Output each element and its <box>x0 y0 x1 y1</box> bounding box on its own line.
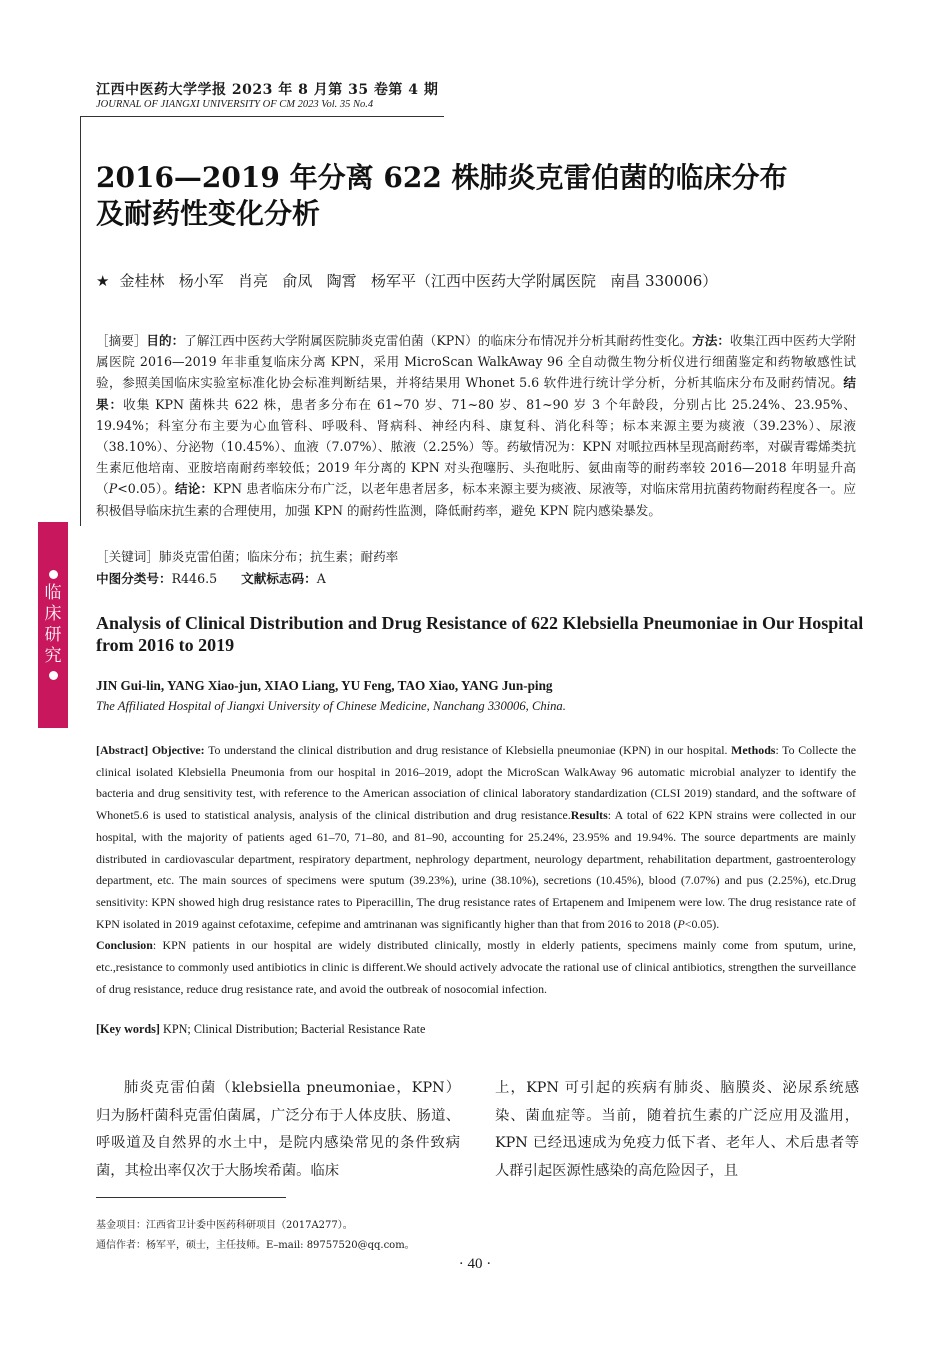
header-vertical-rule <box>80 116 81 526</box>
conclusion-heading: 结论： <box>175 481 214 497</box>
doc-code-value: A <box>316 571 326 586</box>
sidebar-char: 究 <box>44 646 62 666</box>
keywords-cn <box>96 546 398 565</box>
abstract-cn <box>96 330 856 521</box>
abstract-en-results-end: <0.05). <box>684 916 720 931</box>
sidebar-dot-bottom <box>49 671 58 680</box>
objective-text: 了解江西中医药大学附属医院肺炎克雷伯菌（KPN）的临床分布情况并分析其耐药性变化。 <box>184 333 693 348</box>
page-number: · 40 · <box>458 1256 492 1272</box>
results-heading: 结果： <box>96 375 856 412</box>
star-icon: ★ <box>96 272 110 290</box>
body-column-left: 肺炎克雷伯菌（klebsiella pneumoniae，KPN）归为肠杆菌科克雷伯菌属，广泛分布于人体皮肤、肠道、呼吸道及自然界的水土中，是院内感染常见的条件致病菌，其检出率仅次于大肠埃希菌。临床 <box>96 1080 460 1179</box>
clc-value: R446.5 <box>171 571 218 586</box>
keywords-cn-label: ［关键词］ <box>96 549 159 564</box>
sidebar-dot-top <box>49 570 58 579</box>
doc-code-label: 文献标志码： <box>241 571 317 586</box>
footnote-rule <box>96 1197 286 1198</box>
abstract-en-conclusion-text: : KPN patients in our hospital are widely distributed clinically, mostly in elderly patients, specimens mainly come from sputum, urine, etc.,resistance to commonly used antibiotics in clinic is different.We should actively advocate the rational use of clinical antibiotics, strengthen the surveillance of drug resistance, reduce drug resistance rate, and avoid the outbreak of nosocomial infection. <box>96 938 856 996</box>
footnote-corresponding: 通信作者：杨军平，硕士，主任技师。E–mail: 89757520@qq.com。 <box>96 1240 415 1251</box>
methods-text: 收集江西中医药大学附属医院 2016—2019 年非重复临床分离 KPN，采用 MicroScan WalkAway 96 全自动微生物分析仪进行细菌鉴定和药物敏感性试验，参照美国临床实验室标准化协会标准判断结果，并将结果用 Whonet 5.6 软件进行统计学分析，分析其临床分布及耐药情况。 <box>96 333 857 391</box>
keywords-en <box>96 1022 425 1037</box>
abstract-en <box>96 740 856 1000</box>
journal-header-cn: 江西中医药大学学报 2023 年 8 月第 35 卷第 4 期 <box>96 82 439 98</box>
methods-heading: 方法： <box>692 333 730 348</box>
english-affiliation: The Affiliated Hospital of Jiangxi University of Chinese Medicine, Nanchang 330006, China. <box>96 699 566 713</box>
objective-heading: 目的： <box>146 333 185 348</box>
results-text-end: <0.05）。 <box>117 481 176 497</box>
sidebar-char: 床 <box>44 604 62 624</box>
keywords-en-text: KPN; Clinical Distribution; Bacterial Resistance Rate <box>159 1022 426 1036</box>
title-line-1: 2016—2019 年分离 622 株肺炎克雷伯菌的临床分布 <box>96 161 788 194</box>
abstract-cn-label: ［摘要］ <box>96 333 147 348</box>
clc-label: 中图分类号： <box>96 571 172 586</box>
keywords-en-label: [Key words] <box>96 1022 160 1036</box>
abstract-en-results-heading: Results <box>570 808 608 823</box>
conclusion-text: KPN 患者临床分布广泛，以老年患者居多，标本来源主要为痰液、尿液等，对临床常用抗菌药物耐药程度各一。应积极倡导临床抗生素的合理使用，加强 KPN 的耐药性监测，降低耐药率，避免 KPN 院内感染暴发。 <box>96 481 857 518</box>
results-text: 收集 KPN 菌株共 622 株，患者多分布在 61~70 岁、71~80 岁、81~90 岁 3 个年龄段，分别占比 25.24%、23.95%、19.94%；科室分布主要为心血管科、呼吸科、肾病科、神经内科、康复科、消化科等；标本来源主要为痰液（39.23%）、尿液（38.10%）、分泌物（10.45%）、血液（7.07%）、脓液（2.25%）等。药敏情况为：KPN 对哌拉西林呈现高耐药率，对碳青霉烯类抗生素厄他培南、亚胺培南耐药率较低；2019 年分离的 KPN 对头孢噻肟、头孢吡肟、氨曲南等的耐药率较 2016—2018 年明显升高（ <box>96 396 857 497</box>
sidebar-char: 研 <box>44 625 62 645</box>
english-title: Analysis of Clinical Distribution and Drug Resistance of 622 Klebsiella Pneumoniae in Our Hospital from 2016 to 2019 <box>96 613 864 655</box>
english-authors: JIN Gui-lin, YANG Xiao-jun, XIAO Liang, YU Feng, TAO Xiao, YANG Jun-ping <box>96 678 553 693</box>
abstract-en-conclusion-heading: Conclusion <box>96 938 153 953</box>
authors-text: 金桂林 杨小军 肖亮 俞凤 陶霄 杨军平（江西中医药大学附属医院 南昌 330006） <box>119 272 718 290</box>
journal-header-en: JOURNAL OF JIANGXI UNIVERSITY OF CM 2023 Vol. 35 No.4 <box>96 99 374 110</box>
author-line <box>96 270 717 291</box>
abstract-en-results-text: : A total of 622 KPN strains were collected in our hospital, with the majority of patients aged 61–70, 71–80, and 81–90, accounting for 25.24%, 23.95% and 19.94%. The source departments are mainly distributed in cardiovascular department, respiratory department, nephrology department, neurology department, rehabilitation department, gastroenterology department, etc. The main sources of specimens were sputum (39.23%), urine (38.10%), secretions (10.45%), blood (7.07%) and pus (2.25%), etc.Drug sensitivity: KPN showed high drug resistance rates to Piperacillin, The drug resistance rates of Ertapenem and Imipenem were low. The drug resistance rate of KPN isolated in 2019 against cefotaxime, cefepime and amtrinanan was significantly higher than that from 2016 to 2018 ( <box>96 808 856 931</box>
abstract-en-p-symbol: P <box>677 916 685 931</box>
p-symbol: P <box>108 481 118 497</box>
title-line-2: 及耐药性变化分析 <box>96 197 321 230</box>
abstract-en-objective-text: To understand the clinical distribution and drug resistance of Klebsiella pneumoniae (KPN) in our hospital. <box>204 743 732 757</box>
header-rule <box>80 116 444 117</box>
abstract-en-methods-heading: Methods <box>731 743 776 757</box>
abstract-en-objective-heading: [Abstract] Objective: <box>96 743 205 757</box>
article-title <box>96 160 886 232</box>
keywords-cn-text: 肺炎克雷伯菌；临床分布；抗生素；耐药率 <box>158 549 399 564</box>
body-column-right: 上，KPN 可引起的疾病有肺炎、脑膜炎、泌尿系统感染、菌血症等。当前，随着抗生素的广泛应用及滥用，KPN 已经迅速成为免疫力低下者、老年人、术后患者等人群引起医源性感染的高危险因子，且 <box>495 1080 859 1179</box>
footnote-fund: 基金项目：江西省卫计委中医药科研项目（2017A277）。 <box>96 1220 353 1231</box>
classification-line <box>96 568 326 587</box>
section-sidebar <box>38 522 68 728</box>
abstract-en-methods-text: : To Collecte the clinical isolated Klebsiella Pneumonia from our hospital in 2016–2019, adopt the MicroScan WalkAway 96 automatic microbial analyzer to identify the bacteria and drug sensitivity test, with reference to the American association of clinical laboratory standardization (CLSI 2019) standard, and the software of Whonet5.6 is used to statistical analysis, analysis of the clinical distribution and drug resistance. <box>96 743 856 823</box>
sidebar-char: 临 <box>44 583 62 603</box>
